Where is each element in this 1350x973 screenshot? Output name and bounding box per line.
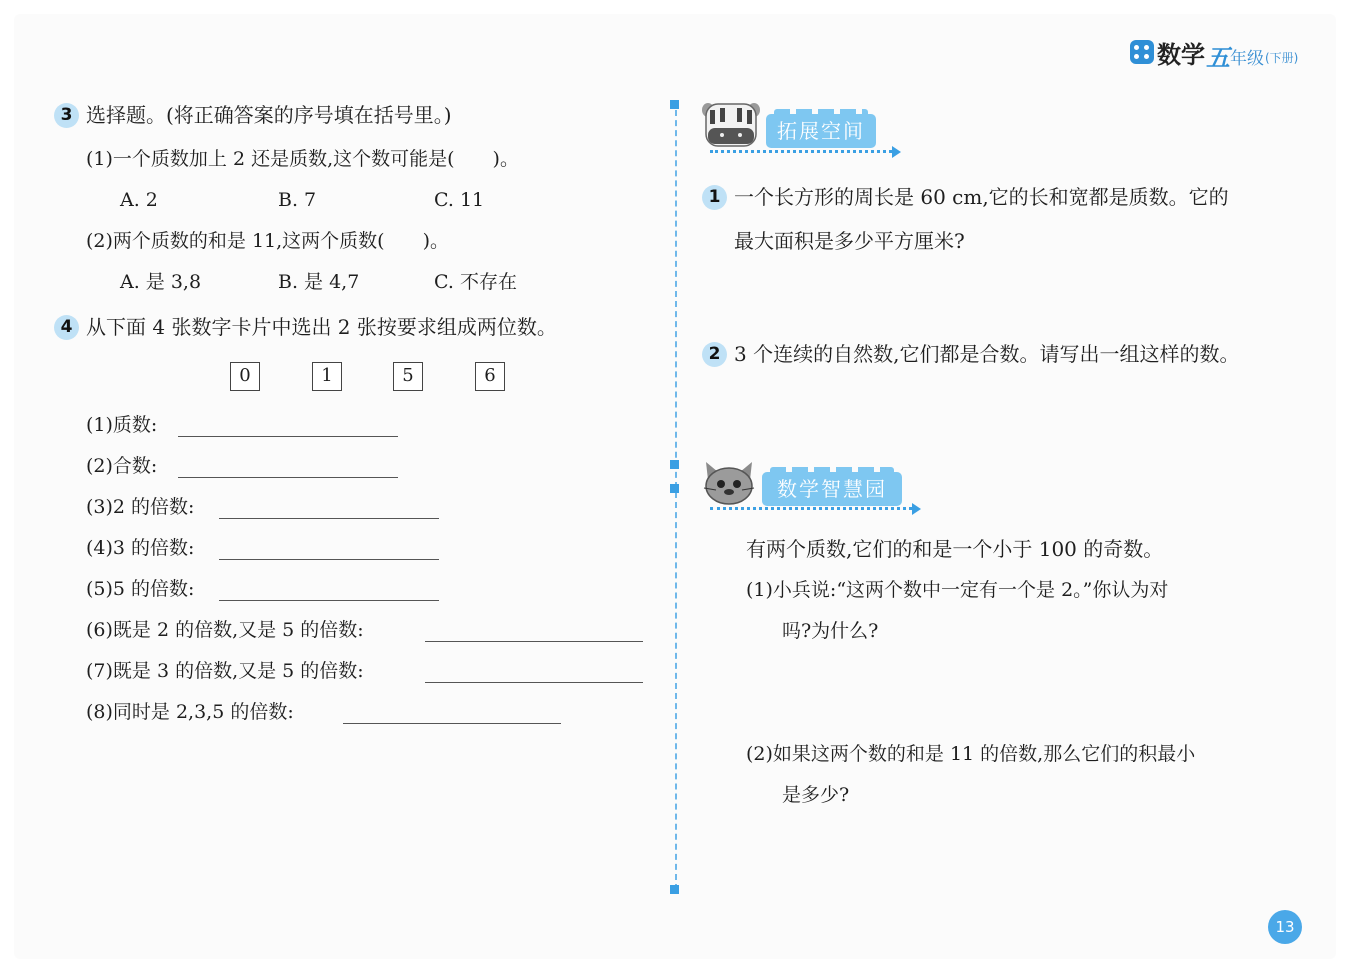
q4-item-5: (5)5 的倍数: [86, 578, 195, 600]
section-title-wisdom: 数学智慧园 [762, 472, 902, 506]
question-number-badge: 4 [54, 315, 79, 340]
question-number-badge: 3 [54, 103, 79, 128]
header-subject: 数学 [1157, 41, 1205, 69]
number-card: 1 [312, 362, 342, 391]
q3-sub2-option-a: A. 是 3,8 [120, 271, 202, 293]
section-underline [710, 150, 892, 153]
q3-sub2-option-c: C. 不存在 [434, 271, 517, 293]
wisdom-sub1-line1: (1)小兵说:“这两个数中一定有一个是 2。”你认为对 [746, 579, 1169, 601]
answer-line[interactable] [178, 477, 398, 478]
answer-line[interactable] [343, 723, 561, 724]
divider-marker [670, 885, 679, 894]
arrow-right-icon [912, 503, 921, 515]
q3-sub1-option-a: A. 2 [120, 189, 158, 211]
divider-marker [670, 460, 679, 469]
header-grade-suffix: 年级 [1230, 49, 1264, 69]
q3-sub1-option-b: B. 7 [278, 189, 317, 211]
answer-line[interactable] [219, 559, 439, 560]
number-card: 6 [475, 362, 505, 391]
book-logo-icon [1130, 40, 1154, 64]
cat-mascot-icon [702, 458, 756, 506]
number-card: 0 [230, 362, 260, 391]
q4-item-3: (3)2 的倍数: [86, 496, 195, 518]
wisdom-sub2-line1: (2)如果这两个数的和是 11 的倍数,那么它们的积最小 [746, 743, 1196, 765]
q4-item-7: (7)既是 3 的倍数,又是 5 的倍数: [86, 660, 364, 682]
zebra-mascot-icon [700, 100, 762, 150]
q4-item-8: (8)同时是 2,3,5 的倍数: [86, 701, 294, 723]
wisdom-intro: 有两个质数,它们的和是一个小于 100 的奇数。 [746, 537, 1164, 561]
section-title-extension: 拓展空间 [766, 114, 876, 148]
header-grade: 五 [1206, 43, 1230, 72]
divider-marker [670, 100, 679, 109]
ext-q2-text: 3 个连续的自然数,它们都是合数。请写出一组这样的数。 [734, 342, 1240, 366]
q3-sub1: (1)一个质数加上 2 还是质数,这个数可能是( )。 [86, 148, 519, 170]
wisdom-sub1-line2: 吗?为什么? [782, 620, 879, 642]
question-number-badge: 2 [702, 342, 727, 367]
header-term: (下册) [1265, 51, 1299, 65]
q3-sub2-option-b: B. 是 4,7 [278, 271, 360, 293]
ext-q1-line2: 最大面积是多少平方厘米? [734, 229, 965, 253]
q4-item-2: (2)合数: [86, 455, 158, 477]
answer-line[interactable] [178, 436, 398, 437]
section-underline [710, 507, 912, 510]
answer-line[interactable] [219, 600, 439, 601]
column-divider [675, 100, 677, 890]
q4-item-1: (1)质数: [86, 414, 158, 436]
number-card: 5 [393, 362, 423, 391]
answer-line[interactable] [425, 641, 643, 642]
answer-line[interactable] [425, 682, 643, 683]
divider-marker [670, 484, 679, 493]
arrow-right-icon [892, 146, 901, 158]
q3-sub2: (2)两个质数的和是 11,这两个质数( )。 [86, 230, 449, 252]
q4-item-4: (4)3 的倍数: [86, 537, 195, 559]
answer-line[interactable] [219, 518, 439, 519]
q3-sub1-option-c: C. 11 [434, 189, 485, 211]
ext-q1-line1: 一个长方形的周长是 60 cm,它的长和宽都是质数。它的 [734, 185, 1229, 209]
page-number: 13 [1268, 910, 1302, 944]
question-number-badge: 1 [702, 185, 727, 210]
q3-title: 选择题。(将正确答案的序号填在括号里。) [86, 103, 452, 127]
q4-title: 从下面 4 张数字卡片中选出 2 张按要求组成两位数。 [86, 315, 557, 339]
wisdom-sub2-line2: 是多少? [782, 784, 850, 806]
q4-item-6: (6)既是 2 的倍数,又是 5 的倍数: [86, 619, 364, 641]
